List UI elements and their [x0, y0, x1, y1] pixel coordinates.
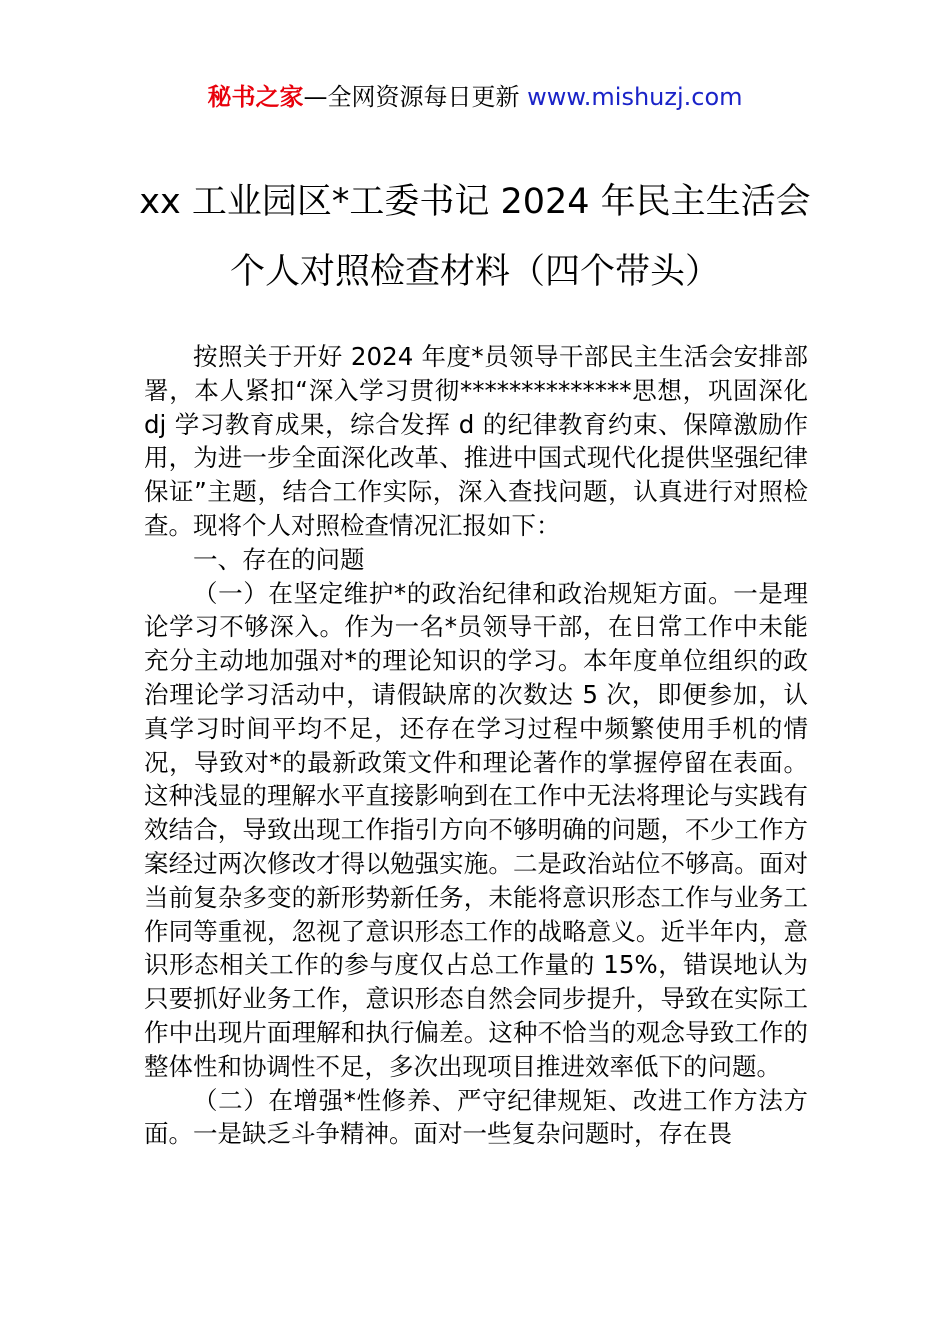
body-paragraph: （二）在增强*性修养、严守纪律规矩、改进工作方法方面。一是缺乏斗争精神。面对一些复杂问题时，存在畏: [144, 1085, 808, 1149]
site-url-link[interactable]: www.mishuzj.com: [527, 83, 743, 111]
section-heading: 一、存在的问题: [193, 544, 365, 574]
document-title-line-1: xx 工业园区*工委书记 2024 年民主生活会: [139, 182, 811, 222]
brand-name: 秘书之家: [207, 83, 304, 111]
intro-paragraph: 按照关于开好 2024 年度*员领导干部民主生活会安排部署，本人紧扣“深入学习贯彻**************思想，巩固深化 dj 学习教育成果，综合发挥 d 的纪律教育约束、保障激励作用，为进一步全面深化改革、推进中国式现代化提供坚强纪律保证”主题，结合工作实际，深入查找问题，认真进行对照检查。现将个人对照检查情况汇报如下：: [144, 342, 808, 540]
body-paragraph: （一）在坚定维护*的政治纪律和政治规矩方面。一是理论学习不够深入。作为一名*员领导干部，在日常工作中未能充分主动地加强对*的理论知识的学习。本年度单位组织的政治理论学习活动中，请假缺席的次数达 5 次，即便参加，认真学习时间平均不足，还存在学习过程中频繁使用手机的情况，导致对*的最新政策文件和理论著作的掌握停留在表面。这种浅显的理解水平直接影响到在工作中无法将理论与实践有效结合，导致出现工作指引方向不够明确的问题，不少工作方案经过两次修改才得以勉强实施。二是政治站位不够高。面对当前复杂多变的新形势新任务，未能将意识形态工作与业务工作同等重视，忽视了意识形态工作的战略意义。近半年内，意识形态相关工作的参与度仅占总工作量的 15%，错误地认为只要抓好业务工作，意识形态自然会同步提升，导致在实际工作中出现片面理解和执行偏差。这种不恰当的观念导致工作的整体性和协调性不足，多次出现项目推进效率低下的问题。: [144, 578, 808, 1081]
document-body: [144, 340, 808, 1151]
document-title-line-2: 个人对照检查材料（四个带头）: [229, 252, 720, 292]
site-header: [0, 80, 950, 114]
header-tagline: —全网资源每日更新: [303, 83, 520, 111]
